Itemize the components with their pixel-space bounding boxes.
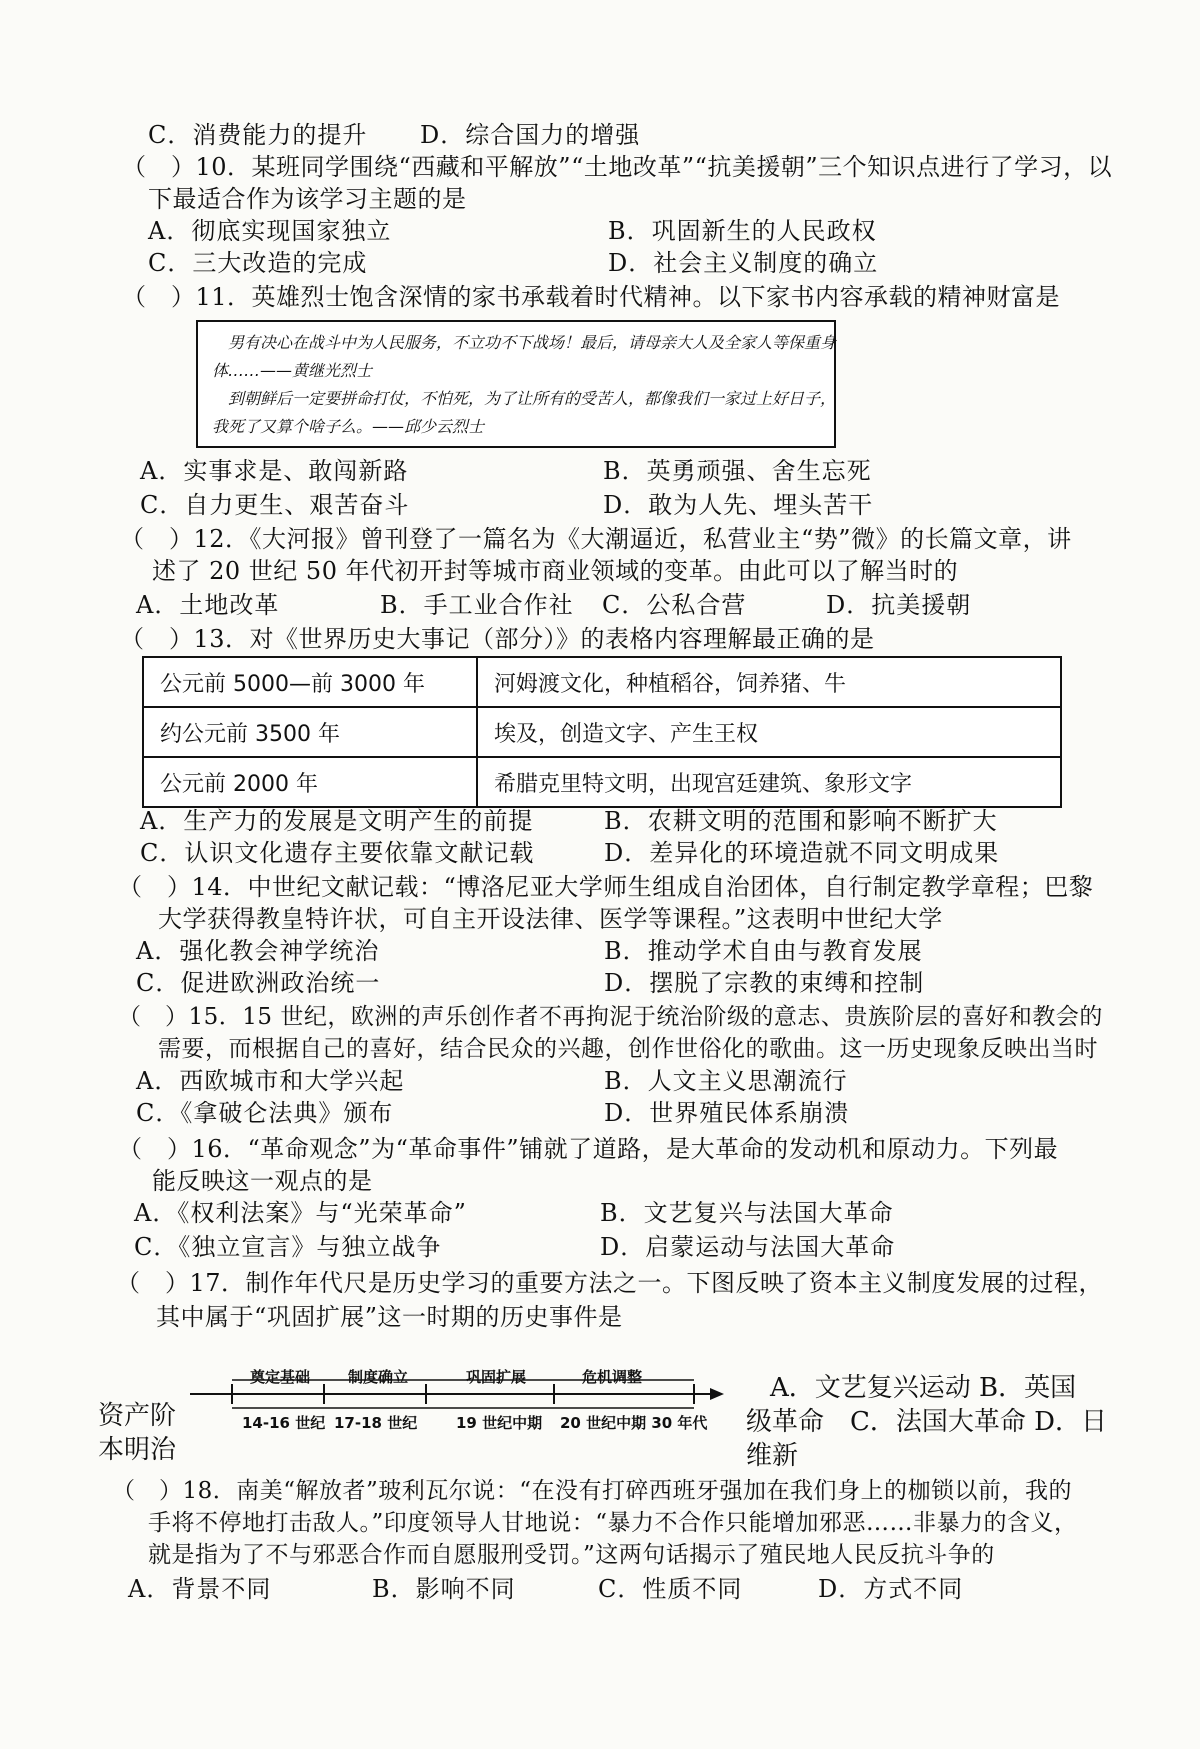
q12-option-a: A．土地改革: [136, 591, 280, 619]
q10-stem-cont: 下最适合作为该学习主题的是: [148, 185, 467, 213]
q18-option-d: D．方式不同: [818, 1575, 964, 1603]
q16-option-b: B．文艺复兴与法国大革命: [600, 1199, 894, 1227]
q13-option-b: B．农耕文明的范围和影响不断扩大: [604, 807, 998, 835]
letter-line: 到朝鲜后一定要拼命打仗，不怕死，为了让所有的受苦人，都像我们一家过上好日子，: [228, 389, 837, 408]
q14-option-d: D．摆脱了宗教的束缚和控制: [604, 969, 925, 997]
table-row: [143, 757, 1061, 807]
table-cell-event: 河姆渡文化，种植稻谷，饲养猪、牛: [477, 657, 1061, 707]
q18-stem-cont: 手将不停地打击敌人。”印度领导人甘地说：“暴力不合作只能增加邪恶……非暴力的含义，: [148, 1510, 1078, 1536]
q17-options: A．文艺复兴运动 B．英国: [770, 1373, 1077, 1403]
q12-stem-cont: 述了 20 世纪 50 年代初开封等城市商业领域的变革。由此可以了解当时的: [152, 557, 959, 585]
q15-option-b: B．人文主义思潮流行: [604, 1067, 848, 1095]
q11-option-a: A．实事求是、敢闯新路: [140, 457, 409, 485]
q14-stem: （ ）14．中世纪文献记载：“博洛尼亚大学师生组成自治团体，自行制定教学章程；巴黎: [118, 873, 1094, 901]
q16-option-c: C．《独立宣言》与独立战争: [134, 1233, 442, 1261]
world-history-events-table: [142, 656, 1062, 808]
q11-option-b: B．英勇顽强、舍生忘死: [603, 457, 872, 485]
q14-option-c: C．促进欧洲政治统一: [136, 969, 381, 997]
q17-stem-cont: 其中属于“巩固扩展”这一时期的历史事件是: [156, 1303, 623, 1331]
table-cell-date: 公元前 2000 年: [143, 757, 477, 807]
q18-option-b: B．影响不同: [372, 1575, 516, 1603]
timeline-period-label: 17-18 世纪: [334, 1414, 418, 1432]
q14-option-a: A．强化教会神学统治: [136, 937, 380, 965]
table-cell-event: 希腊克里特文明，出现宫廷建筑、象形文字: [477, 757, 1061, 807]
timeline-stage-label: 巩固扩展: [466, 1368, 527, 1386]
q13-option-d: D．差异化的环境造就不同文明成果: [604, 839, 1000, 867]
q17-options: 维新: [746, 1441, 799, 1471]
q17-stem: （ ）17．制作年代尺是历史学习的重要方法之一。下图反映了资本主义制度发展的过程，: [116, 1269, 1104, 1297]
q12-option-d: D．抗美援朝: [826, 591, 972, 619]
q10-option-c: C．三大改造的完成: [148, 249, 368, 277]
q12-option-c: C．公私合营: [602, 591, 747, 619]
letter-line: 我死了又算个啥子么。——邱少云烈士: [212, 417, 485, 436]
letter-excerpt-box: [196, 320, 836, 448]
q15-option-d: D．世界殖民体系崩溃: [604, 1099, 850, 1127]
table-cell-date: 约公元前 3500 年: [143, 707, 477, 757]
q16-stem-cont: 能反映这一观点的是: [152, 1167, 373, 1195]
timeline-period-label: 14-16 世纪: [242, 1414, 326, 1432]
table-cell-event: 埃及，创造文字、产生王权: [477, 707, 1061, 757]
timeline-stage-label: 奠定基础: [250, 1368, 311, 1386]
q12-option-b: B．手工业合作社: [380, 591, 574, 619]
q17-options: 级革命 C．法国大革命 D．日: [746, 1407, 1108, 1437]
q15-stem-cont: 需要，而根据自己的喜好，结合民众的兴趣，创作世俗化的歌曲。这一历史现象反映出当时: [158, 1036, 1098, 1062]
timeline-period-label: 20 世纪中期 30 年代: [560, 1414, 708, 1432]
q10-stem: （ ）10．某班同学围绕“西藏和平解放”“土地改革”“抗美援朝”三个知识点进行了学习，以: [122, 153, 1113, 181]
q9-option-d: D．综合国力的增强: [420, 121, 641, 149]
q18-option-a: A．背景不同: [128, 1575, 272, 1603]
q15-stem: （ ）15．15 世纪，欧洲的声乐创作者不再拘泥于统治阶级的意志、贵族阶层的喜好和教会的: [118, 1004, 1103, 1030]
q17-wrapped-text: 资产阶: [98, 1401, 177, 1431]
table-row: [143, 707, 1061, 757]
letter-line: 男有决心在战斗中为人民服务，不立功不下战场！最后，请母亲大人及全家人等保重身: [228, 333, 837, 352]
q11-stem: （ ）11．英雄烈士饱含深情的家书承载着时代精神。以下家书内容承载的精神财富是: [122, 283, 1061, 311]
q13-option-a: A．生产力的发展是文明产生的前提: [140, 807, 534, 835]
q10-option-d: D．社会主义制度的确立: [608, 249, 879, 277]
q14-stem-cont: 大学获得教皇特许状，可自主开设法律、医学等课程。”这表明中世纪大学: [158, 905, 943, 933]
q16-stem: （ ）16．“革命观念”为“革命事件”铺就了道路，是大革命的发动机和原动力。下列最: [118, 1135, 1059, 1163]
q18-stem-cont: 就是指为了不与邪恶合作而自愿服刑受罚。”这两句话揭示了殖民地人民反抗斗争的: [148, 1542, 995, 1568]
q10-option-b: B．巩固新生的人民政权: [608, 217, 877, 245]
timeline-stage-label: 制度确立: [348, 1368, 409, 1386]
table-row: [143, 657, 1061, 707]
letter-line: 体……——黄继光烈士: [212, 361, 373, 380]
q11-option-d: D．敢为人先、埋头苦干: [603, 491, 874, 519]
q13-stem: （ ）13．对《世界历史大事记（部分）》的表格内容理解最正确的是: [120, 625, 875, 653]
q15-option-c: C．《拿破仑法典》颁布: [136, 1099, 394, 1127]
q14-option-b: B．推动学术自由与教育发展: [604, 937, 923, 965]
q17-wrapped-text: 本明治: [98, 1435, 177, 1465]
q9-option-c: C．消费能力的提升: [148, 121, 368, 149]
timeline-period-label: 19 世纪中期: [456, 1414, 543, 1432]
table-cell-date: 公元前 5000—前 3000 年: [143, 657, 477, 707]
q15-option-a: A．西欧城市和大学兴起: [136, 1067, 405, 1095]
q13-option-c: C．认识文化遗存主要依靠文献记载: [140, 839, 535, 867]
q11-option-c: C．自力更生、艰苦奋斗: [140, 491, 410, 519]
q16-option-d: D．启蒙运动与法国大革命: [600, 1233, 896, 1261]
timeline-stage-label: 危机调整: [582, 1368, 643, 1386]
q18-option-c: C．性质不同: [598, 1575, 743, 1603]
q10-option-a: A．彻底实现国家独立: [148, 217, 392, 245]
q12-stem: （ ）12．《大河报》曾刊登了一篇名为《大潮逼近，私营业主“势”微》的长篇文章，讲: [120, 525, 1072, 553]
q18-stem: （ ）18．南美“解放者”玻利瓦尔说：“在没有打碎西班牙强加在我们身上的枷锁以前，我的: [112, 1478, 1073, 1504]
q16-option-a: A．《权利法案》与“光荣革命”: [134, 1199, 467, 1227]
